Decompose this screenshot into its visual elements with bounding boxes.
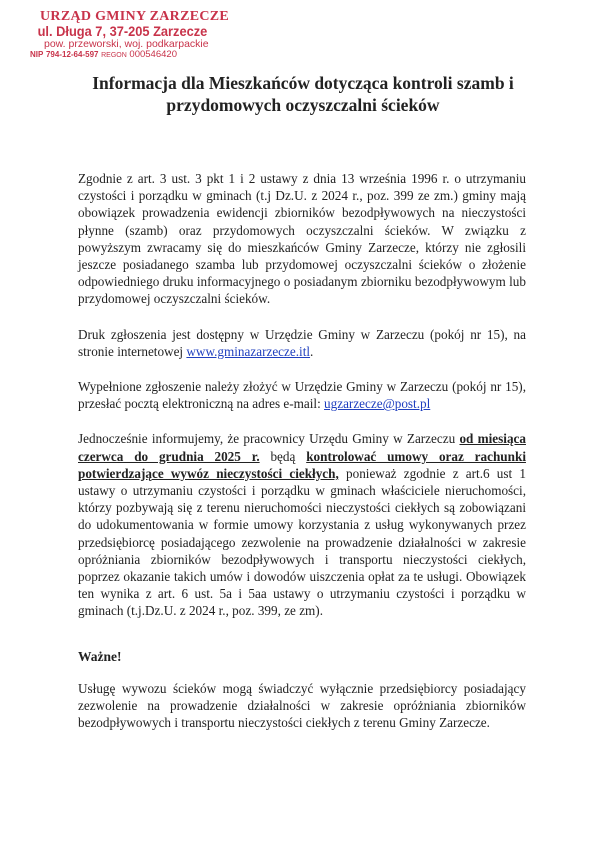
stamp-address: ul. Długa 7, 37-205 Zarzecze xyxy=(37,23,208,39)
stamp-district: pow. przeworski, woj. podkarpackie xyxy=(44,37,209,50)
form-availability-end: . xyxy=(310,343,314,359)
stamp-nip-label: NIP xyxy=(30,49,44,59)
submission-text: Wypełnione zgłoszenie należy złożyć w Urzędzie Gminy w Zarzeczu (pokój nr 15), przesłać pocztą elektroniczną na adres e-mail: xyxy=(78,379,526,412)
document-body xyxy=(78,170,526,620)
paragraph-important: Usługę wywozu ścieków mogą świadczyć wyłącznie przedsiębiorcy posiadający zezwolenie na prowadzenie działalności w zakresie opróżniania zbiorników bezodpływowych i transportu nieczystości ciekłych z terenu Gminy Zarzecze. xyxy=(78,681,526,731)
form-availability-text: Druk zgłoszenia jest dostępny w Urzędzie Gminy w Zarzeczu (pokój nr 15), na stronie internetowej xyxy=(78,326,526,359)
page-title: Informacja dla Mieszkańców dotycząca kontroli szamb i przydomowych oczyszczalni ścieków xyxy=(92,73,514,115)
inspection-legal-details: ponieważ zgodnie z art.6 ust 1 ustawy o utrzymaniu czystości i porządku w gminach właściciele nieruchomości, którzy pozbywają się z terenu nieruchomości nieczystości ciekłych są zobowiązani do udokumentowania w formie umowy korzystania z usług wykonywanych przez przedsiębiorcę posiadającego zezwolenie na prowadzenie działalności w zakresie opróżniania zbiorników bezodpływowych i transportu nieczystości ciekłych, poprzez okazanie takich umów i dowodów uiszczenia opłat za te usługi. Obowiązek ten wynika z art. 6 ust. 5a i 5aa ustawy o utrzymaniu czystości i porządku w gminach (t.j.Dz.U. z 2024 r., poz. 399, ze zm). xyxy=(78,465,526,619)
inspection-will: będą xyxy=(259,448,307,464)
paragraph-legal-basis: Zgodnie z art. 3 ust. 3 pkt 1 i 2 ustawy z dnia 13 września 1996 r. o utrzymaniu czystości i porządku w gminach (t.j Dz.U. z 2024 r., poz. 399 ze zm.) gminy mają obowiązek prowadzenia ewidencji zbiorników bezodpływowych na nieczystości płynne (szamb) oraz przydomowych oczyszczalni ścieków. W związku z powyższym zwracamy się do mieszkańców Gminy Zarzecze, którzy nie zgłosili jeszcze posiadanego szamba lub przydomowej oczyszczalni ścieków o złożenie odpowiedniego druku informacyjnego o posiadanym zbiorniku bezodpływowym lub przydomowej oczyszczalni ścieków. xyxy=(78,171,526,307)
paragraph-form-availability xyxy=(78,326,526,360)
important-heading: Ważne! xyxy=(78,649,122,664)
stamp-ids xyxy=(30,50,240,60)
stamp-regon-label: REGON xyxy=(101,51,127,59)
website-link[interactable]: www.gminazarzecze.itl xyxy=(186,343,311,359)
paragraph-inspection xyxy=(78,430,526,619)
stamp-regon-value: 000546420 xyxy=(129,48,177,60)
inspection-intro: Jednocześnie informujemy, że pracownicy Urzędu Gminy w Zarzeczu xyxy=(78,431,460,447)
email-link[interactable]: ugzarzecze@post.pl xyxy=(324,396,431,412)
stamp-office-name: URZĄD GMINY ZARZECZE xyxy=(40,9,230,24)
paragraph-submission xyxy=(78,378,526,412)
inspection-period: od miesiąca czerwca do grudnia 2025 r. xyxy=(78,431,526,464)
office-stamp xyxy=(30,10,240,60)
stamp-nip-value: 794-12-64-597 xyxy=(45,49,99,59)
inspection-scope: kontrolować umowy oraz rachunki potwierdzające wywóz nieczystości ciekłych, xyxy=(78,448,526,481)
